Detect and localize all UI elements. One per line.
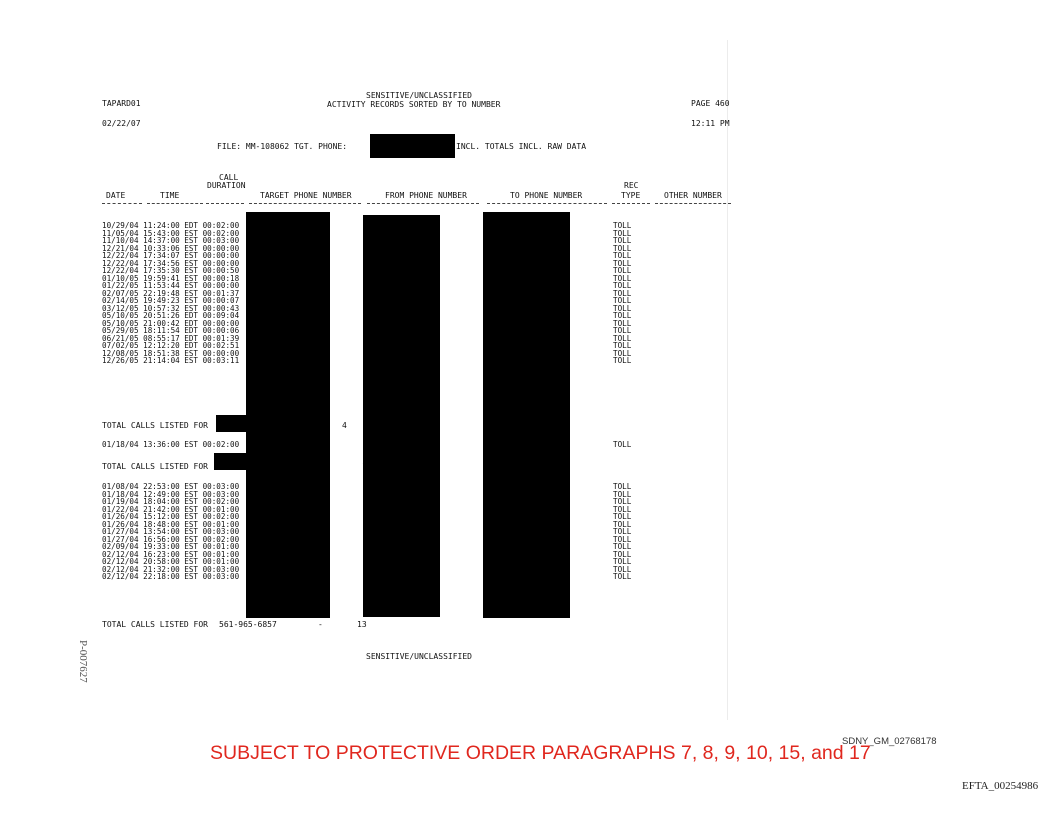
rec-type: TOLL <box>613 504 632 514</box>
table-row: 01/10/05 19:59:41 EST 00:00:18 <box>102 273 240 283</box>
col-from-phone: FROM PHONE NUMBER <box>385 191 467 200</box>
redaction-target-phone <box>370 134 455 158</box>
rec-type: TOLL <box>613 512 632 521</box>
total-calls-dash: - <box>318 620 323 629</box>
table-row: 05/10/05 21:00:42 EDT 00:00:00 <box>102 318 240 328</box>
header-underline <box>206 203 244 204</box>
rec-type: TOLL <box>613 564 632 574</box>
col-other-number: OTHER NUMBER <box>664 191 722 200</box>
redaction-total-phone <box>214 453 250 470</box>
rec-type: TOLL <box>613 572 632 581</box>
rec-type: TOLL <box>613 303 632 313</box>
rec-type: TOLL <box>613 534 632 544</box>
header-underline <box>487 203 607 204</box>
rec-type: TOLL <box>613 311 632 320</box>
rec-type: TOLL <box>613 318 632 328</box>
table-row: 12/21/04 10:33:06 EST 00:00:00 <box>102 243 240 253</box>
rec-type: TOLL <box>613 221 632 230</box>
table-row: 02/07/05 22:19:48 EST 00:01:37 <box>102 288 240 298</box>
rec-type: TOLL <box>613 542 632 551</box>
group1-rows <box>102 222 239 365</box>
rec-type: TOLL <box>613 348 632 358</box>
table-row: 10/29/04 11:24:00 EDT 00:02:00 <box>102 221 240 230</box>
total-calls-label: TOTAL CALLS LISTED FOR <box>102 462 208 471</box>
table-row: 05/10/05 20:51:26 EDT 00:09:04 <box>102 311 240 320</box>
classification-header: SENSITIVE/UNCLASSIFIED <box>366 91 472 100</box>
rec-type: TOLL <box>613 251 632 260</box>
table-row: 02/12/04 22:18:00 EST 00:03:00 <box>102 572 240 581</box>
rec-type: TOLL <box>613 333 632 343</box>
redaction-total-phone <box>216 415 250 432</box>
table-row: 01/27/04 16:56:00 EST 00:02:00 <box>102 534 240 544</box>
total-calls-label: TOTAL CALLS LISTED FOR <box>102 421 208 430</box>
rec-type: TOLL <box>613 557 632 566</box>
rec-type: TOLL <box>613 482 632 491</box>
redaction-to-column <box>483 212 570 618</box>
rec-type: TOLL <box>613 497 632 506</box>
table-row: 01/19/04 18:04:00 EST 00:02:00 <box>102 497 240 506</box>
rec-type: TOLL <box>613 236 632 245</box>
group2-rows <box>102 441 239 449</box>
header-underline <box>655 203 731 204</box>
page-number: PAGE 460 <box>691 99 730 108</box>
table-row: 12/26/05 21:14:04 EST 00:03:11 <box>102 356 240 365</box>
table-row: 01/18/04 13:36:00 EST 00:02:00 <box>102 440 240 449</box>
header-underline <box>102 203 142 204</box>
file-line-prefix: FILE: MM-108062 TGT. PHONE: <box>217 142 348 151</box>
redaction-target-column <box>246 212 330 618</box>
report-date: 02/22/07 <box>102 119 141 128</box>
table-row: 01/22/04 21:42:00 EST 00:01:00 <box>102 504 240 514</box>
col-target-phone: TARGET PHONE NUMBER <box>260 191 352 200</box>
margin-stamp: P-007627 <box>77 640 89 683</box>
header-underline <box>612 203 650 204</box>
classification-footer: SENSITIVE/UNCLASSIFIED <box>366 652 472 661</box>
header-underline <box>367 203 479 204</box>
redaction-from-column <box>363 215 440 617</box>
table-row: 03/12/05 10:57:32 EST 00:00:43 <box>102 303 240 313</box>
table-row: 02/14/05 19:49:23 EST 00:00:07 <box>102 296 240 305</box>
table-row: 11/05/04 15:43:00 EST 00:02:00 <box>102 228 240 238</box>
table-row: 06/21/05 08:55:17 EDT 00:01:39 <box>102 333 240 343</box>
report-id: TAPARD01 <box>102 99 141 108</box>
page-edge-rule <box>727 40 728 720</box>
rec-type: TOLL <box>613 326 632 335</box>
table-row: 12/22/04 17:34:56 EST 00:00:00 <box>102 258 240 268</box>
table-row: 01/22/05 11:53:44 EST 00:00:00 <box>102 281 240 290</box>
table-row: 01/18/04 12:49:00 EST 00:03:00 <box>102 489 240 499</box>
col-time: TIME <box>160 191 180 200</box>
total-calls-label: TOTAL CALLS LISTED FOR <box>102 620 208 629</box>
rec-type: TOLL <box>613 440 632 449</box>
rec-type: TOLL <box>613 258 632 268</box>
col-to-phone: TO PHONE NUMBER <box>510 191 583 200</box>
group3-types <box>613 483 631 581</box>
table-row: 02/12/04 21:32:00 EST 00:03:00 <box>102 564 240 574</box>
rec-type: TOLL <box>613 296 632 305</box>
group2-types <box>613 441 631 449</box>
rec-type: TOLL <box>613 519 632 529</box>
table-row: 05/29/05 18:11:54 EDT 00:00:06 <box>102 326 240 335</box>
header-underline <box>147 203 203 204</box>
total-calls-count: 4 <box>342 421 347 430</box>
report-time: 12:11 PM <box>691 119 730 128</box>
col-rec: REC <box>624 181 639 190</box>
protective-order-notice: SUBJECT TO PROTECTIVE ORDER PARAGRAPHS 7, 8, 9, 10, 15, and 17 <box>210 742 871 764</box>
rec-type: TOLL <box>613 243 632 253</box>
col-type: TYPE <box>621 191 641 200</box>
bates-number-sdny: SDNY_GM_02768178 <box>842 736 937 747</box>
table-row: 02/12/04 16:23:00 EST 00:01:00 <box>102 549 240 559</box>
table-row: 07/02/05 12:12:20 EDT 00:02:51 <box>102 341 240 350</box>
table-row: 12/22/04 17:34:07 EST 00:00:00 <box>102 251 240 260</box>
table-row: 12/08/05 18:51:38 EST 00:00:00 <box>102 348 240 358</box>
file-line-suffix: INCL. TOTALS INCL. RAW DATA <box>456 142 587 151</box>
table-row: 02/09/04 19:33:00 EST 00:01:00 <box>102 542 240 551</box>
table-row: 01/26/04 15:12:00 EST 00:02:00 <box>102 512 240 521</box>
col-date: DATE <box>106 191 126 200</box>
rec-type: TOLL <box>613 549 632 559</box>
rec-type: TOLL <box>613 266 632 275</box>
col-call: CALL <box>219 173 239 182</box>
col-duration: DURATION <box>207 181 246 190</box>
total-calls-phone: 561-965-6857 <box>219 620 277 629</box>
total-calls-count: 13 <box>357 620 367 629</box>
rec-type: TOLL <box>613 489 632 499</box>
table-row: 11/10/04 14:37:00 EST 00:03:00 <box>102 236 240 245</box>
rec-type: TOLL <box>613 228 632 238</box>
table-row: 01/26/04 18:48:00 EST 00:01:00 <box>102 519 240 529</box>
rec-type: TOLL <box>613 341 632 350</box>
rec-type: TOLL <box>613 273 632 283</box>
group3-rows <box>102 483 239 581</box>
table-row: 01/08/04 22:53:00 EST 00:03:00 <box>102 482 240 491</box>
header-underline <box>249 203 361 204</box>
bates-number-efta: EFTA_00254986 <box>962 780 1039 792</box>
group1-types <box>613 222 631 365</box>
table-row: 02/12/04 20:58:00 EST 00:01:00 <box>102 557 240 566</box>
table-row: 01/27/04 13:54:00 EST 00:03:00 <box>102 527 240 536</box>
report-title: ACTIVITY RECORDS SORTED BY TO NUMBER <box>327 100 501 109</box>
rec-type: TOLL <box>613 527 632 536</box>
rec-type: TOLL <box>613 281 632 290</box>
rec-type: TOLL <box>613 288 632 298</box>
table-row: 12/22/04 17:35:30 EST 00:00:50 <box>102 266 240 275</box>
rec-type: TOLL <box>613 356 632 365</box>
